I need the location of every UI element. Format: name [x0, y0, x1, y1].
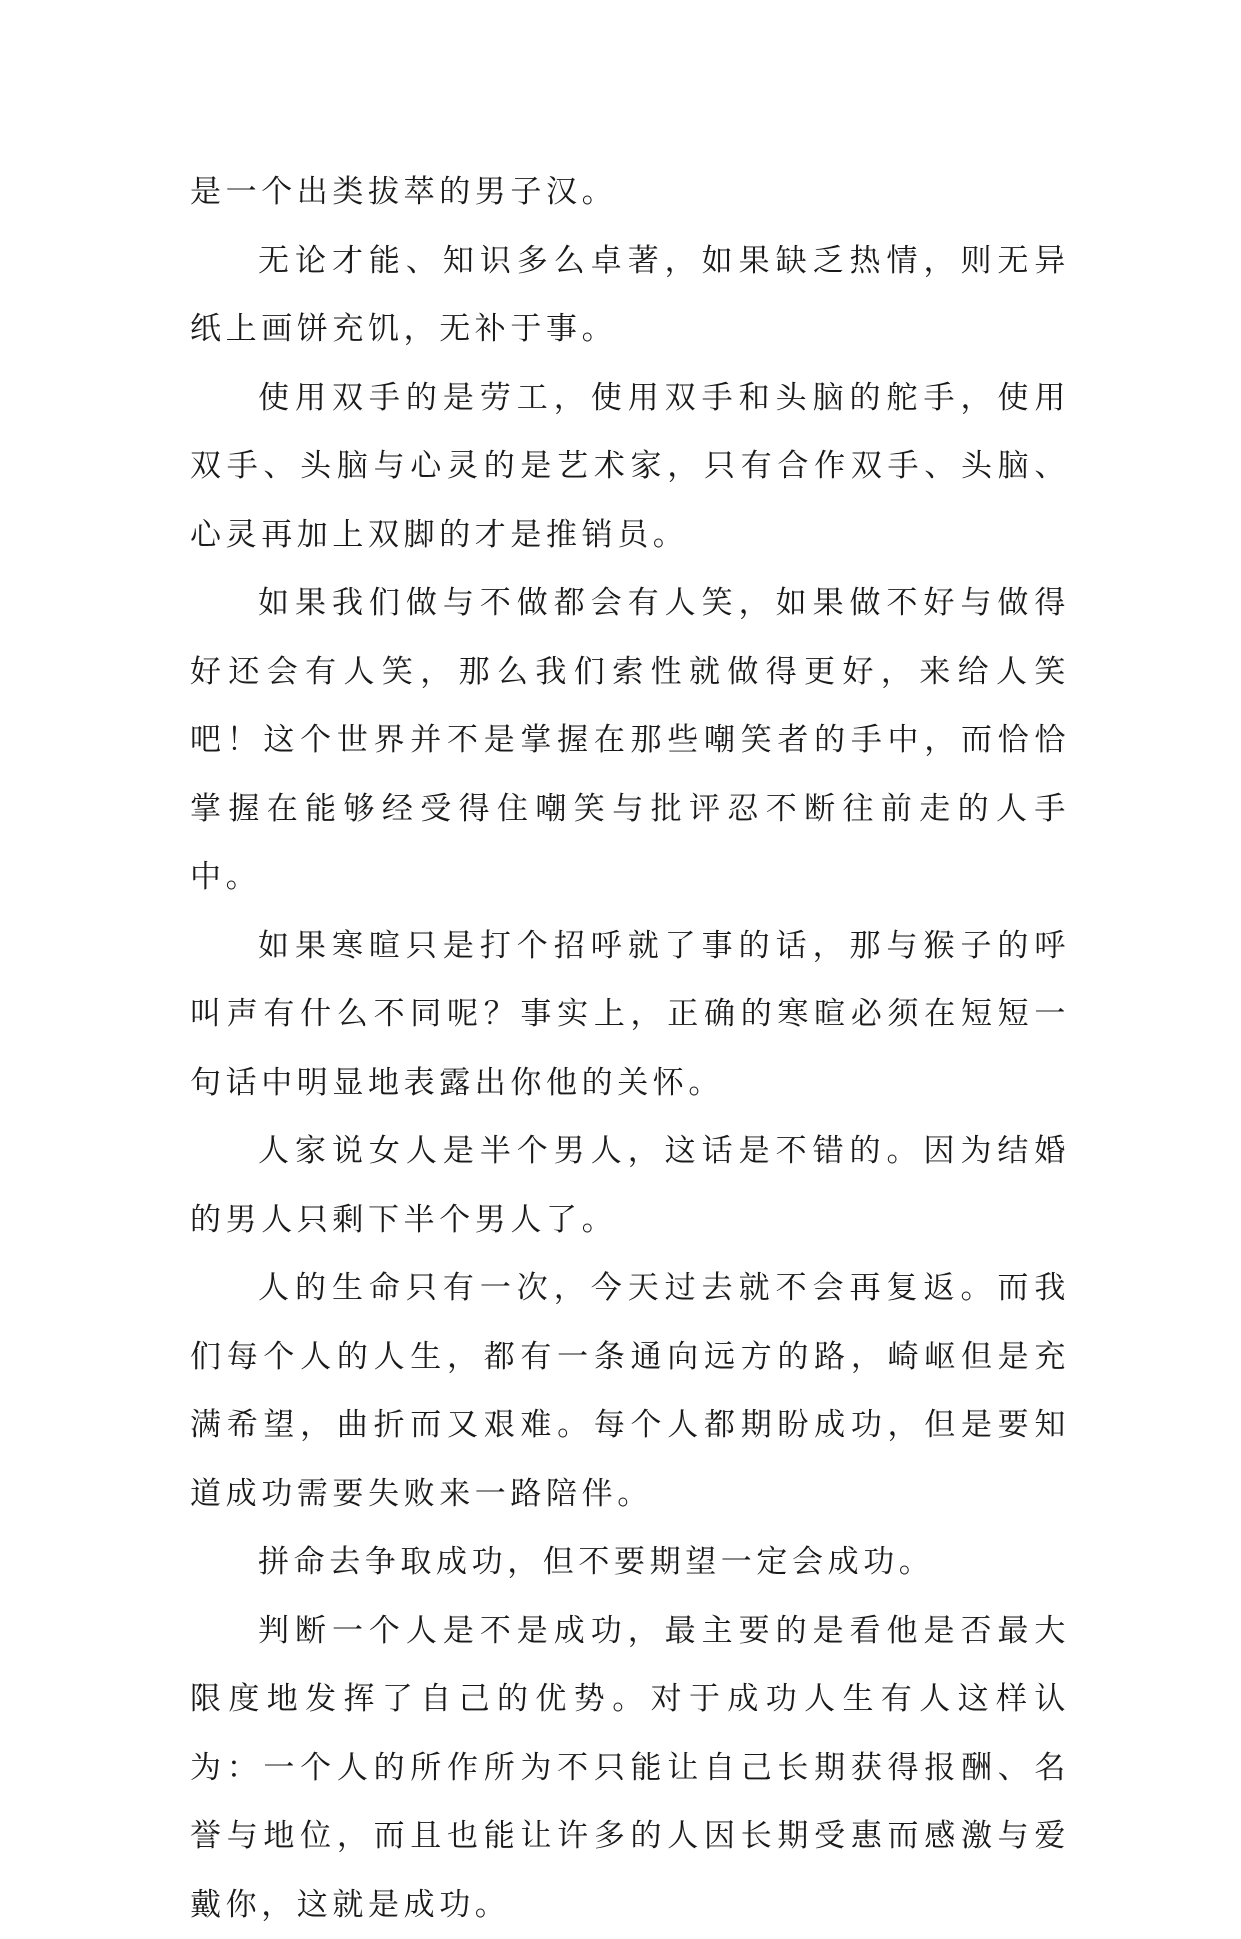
paragraph-greeting: 如果寒暄只是打个招呼就了事的话，那与猴子的呼叫声有什么不同呢？事实上，正确的寒暄必须在短短一句话中明显地表露出你他的关怀。 — [190, 912, 1070, 1118]
document-page — [190, 158, 1070, 1939]
paragraph-enthusiasm: 无论才能、知识多么卓著，如果缺乏热情，则无异纸上画饼充饥，无补于事。 — [190, 227, 1070, 364]
paragraph-laughter: 如果我们做与不做都会有人笑，如果做不好与做得好还会有人笑，那么我们索性就做得更好，来给人笑吧！这个世界并不是掌握在那些嘲笑者的手中，而恰恰掌握在能够经受得住嘲笑与批评忍不断往前走的人手中。 — [190, 569, 1070, 912]
paragraph-success-definition: 判断一个人是不是成功，最主要的是看他是否最大限度地发挥了自己的优势。对于成功人生有人这样认为：一个人的所作所为不只能让自己长期获得报酬、名誉与地位，而且也能让许多的人因长期受惠而感激与爱戴你，这就是成功。 — [190, 1597, 1070, 1939]
paragraph-half-man: 人家说女人是半个男人，这话是不错的。因为结婚的男人只剩下半个男人了。 — [190, 1117, 1070, 1254]
paragraph-strive: 拼命去争取成功，但不要期望一定会成功。 — [190, 1528, 1070, 1597]
paragraph-continuation: 是一个出类拔萃的男子汉。 — [190, 158, 1070, 227]
paragraph-life-road: 人的生命只有一次，今天过去就不会再复返。而我们每个人的人生，都有一条通向远方的路，崎岖但是充满希望，曲折而又艰难。每个人都期盼成功，但是要知道成功需要失败来一路陪伴。 — [190, 1254, 1070, 1528]
paragraph-salesman: 使用双手的是劳工，使用双手和头脑的舵手，使用双手、头脑与心灵的是艺术家，只有合作双手、头脑、心灵再加上双脚的才是推销员。 — [190, 364, 1070, 570]
